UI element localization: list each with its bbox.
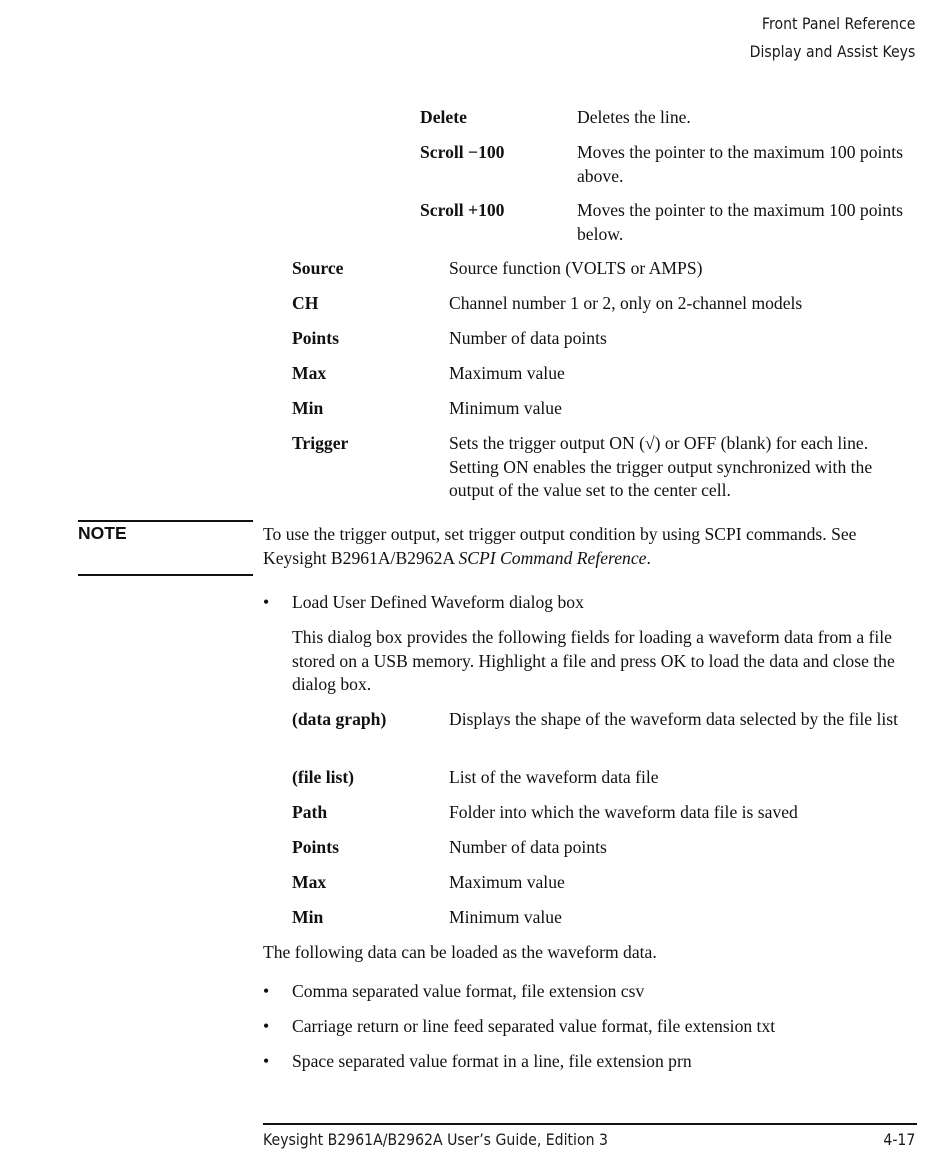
running-header-section: Front Panel Reference [761, 14, 915, 33]
list-item: Load User Defined Waveform dialog box [292, 592, 584, 612]
bullet-marker: • [263, 1051, 270, 1071]
term: CH [292, 293, 319, 313]
term: Max [292, 363, 327, 383]
definition: Maximum value [449, 872, 565, 892]
term: Scroll −100 [420, 142, 505, 162]
term: Source [292, 258, 344, 278]
definition: Folder into which the waveform data file is saved [449, 802, 798, 822]
page-number: 4-17 [883, 1130, 915, 1149]
list-item: Space separated value format in a line, file extension prn [292, 1051, 692, 1071]
definition: Moves the pointer to the maximum 100 points above. [577, 142, 903, 186]
definition: Maximum value [449, 363, 565, 383]
formats-intro: The following data can be loaded as the waveform data. [263, 942, 657, 962]
footer-rule [263, 1123, 917, 1125]
list-item: Carriage return or line feed separated value format, file extension txt [292, 1016, 776, 1036]
definition: List of the waveform data file [449, 767, 659, 787]
bullet-marker: • [263, 1016, 270, 1036]
note-text-end: . [646, 547, 651, 568]
definition: Displays the shape of the waveform data selected by the file list [449, 709, 898, 729]
term: Scroll +100 [420, 200, 505, 220]
definition: Deletes the line. [577, 107, 691, 127]
bullet-marker: • [263, 592, 270, 612]
note-text-main: To use the trigger output, set trigger output condition by using SCPI commands. See Keysight B2961A/B2962A [263, 524, 857, 568]
term: Delete [420, 107, 467, 127]
note-rule-top [78, 520, 253, 522]
term: Min [292, 398, 324, 418]
definition: Channel number 1 or 2, only on 2-channel models [449, 293, 803, 313]
definition: Minimum value [449, 907, 562, 927]
note-text [263, 523, 917, 570]
term: Max [292, 872, 327, 892]
bullet-marker: • [263, 981, 270, 1001]
term: (data graph) [292, 709, 387, 729]
definition: Number of data points [449, 328, 607, 348]
definition: Minimum value [449, 398, 562, 418]
dialog-description: This dialog box provides the following fields for loading a waveform data from a file stored on a USB memory. Highlight a file and press OK to load the data and close the dialog box. [292, 627, 895, 694]
term: Points [292, 837, 339, 857]
definition: Moves the pointer to the maximum 100 points below. [577, 200, 903, 244]
definition: Number of data points [449, 837, 607, 857]
term: Points [292, 328, 339, 348]
footer-document-title: Keysight B2961A/B2962A User’s Guide, Edition 3 [263, 1130, 608, 1149]
term: Min [292, 907, 324, 927]
term: Path [292, 802, 328, 822]
note-label: NOTE [78, 523, 127, 543]
term: (file list) [292, 767, 355, 787]
definition: Source function (VOLTS or AMPS) [449, 258, 703, 278]
list-item: Comma separated value format, file extension csv [292, 981, 645, 1001]
definition: Sets the trigger output ON (√) or OFF (blank) for each line. Setting ON enables the trigger output synchronized with the output of the value set to the center cell. [449, 433, 873, 500]
note-rule-bottom [78, 574, 253, 576]
term: Trigger [292, 433, 349, 453]
running-header-subsection: Display and Assist Keys [749, 42, 915, 61]
note-text-title: SCPI Command Reference [458, 547, 647, 568]
